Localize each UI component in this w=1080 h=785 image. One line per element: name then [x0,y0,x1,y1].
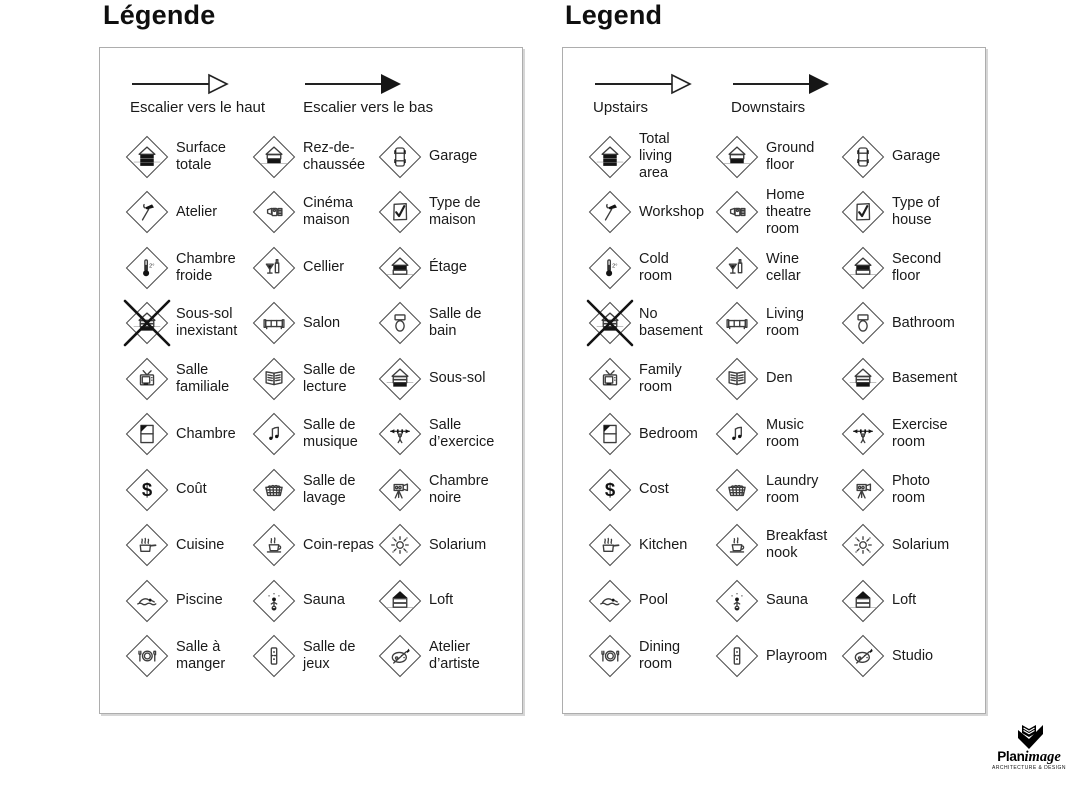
second-floor-icon [387,254,414,281]
cost-icon [134,476,161,503]
sauna-symbol [251,578,297,624]
legend-item-kitchen [587,518,714,574]
bedroom-icon [597,421,624,448]
stair-arrow-down [731,72,831,116]
sauna-symbol [714,578,760,624]
legend-item-label: Sous-sol [429,370,486,387]
playroom-symbol [251,633,297,679]
studio-icon [387,643,414,670]
pool-icon [597,587,624,614]
legend-item-label: Salle de jeux [303,639,356,673]
legend-item-label: Home theatre room [766,186,812,237]
second-floor-symbol [840,245,886,291]
legend-item-label: Garage [892,148,941,165]
laundry-room-symbol [251,467,297,513]
family-room-symbol [587,356,633,402]
legend-item-label: Second floor [892,250,942,284]
legend-item-living-room [714,296,840,352]
legend-item-label: Salle de bain [429,306,482,340]
stair-arrow-down [303,72,433,116]
legend-item-label: Total living area [639,131,673,182]
svg-text:2°: 2° [149,263,155,270]
cost-icon [597,476,624,503]
laundry-room-icon [724,476,751,503]
legend-item-label: Cost [639,481,669,498]
downstairs-arrow-icon [731,72,831,96]
cold-room-icon [597,254,624,281]
legend-item-label: Étage [429,259,467,276]
living-room-symbol [251,300,297,346]
stair-arrow-label: Escalier vers le haut [130,99,266,116]
svg-text:2°: 2° [612,263,618,270]
no-basement-symbol [587,300,633,346]
home-theatre-icon [724,199,751,226]
living-room-symbol [714,300,760,346]
cost-symbol [587,467,633,513]
exercise-room-icon [850,421,877,448]
legend-item-label: Type de maison [429,195,481,229]
total-living-area-icon [134,143,161,170]
den-symbol [251,356,297,402]
breakfast-nook-symbol [251,522,297,568]
legend-item-label: Salle à manger [176,639,226,673]
loft-icon [850,587,877,614]
crossed-out-x-icon [121,297,173,349]
legend-item-bathroom [377,296,527,352]
legend-item-home-theatre [714,185,840,241]
legend-item-laundry-room [714,462,840,518]
photo-room-symbol [840,467,886,513]
ground-floor-icon [724,143,751,170]
playroom-icon [724,643,751,670]
garage-symbol [840,134,886,180]
legend-item-dining-room [587,629,714,685]
legend-item-label: Salle d’exercice [429,417,495,451]
basement-icon [387,365,414,392]
breakfast-nook-icon [724,532,751,559]
ground-floor-symbol [251,134,297,180]
type-of-house-icon [850,199,877,226]
legend-item-label: Salle familiale [176,361,230,395]
home-theatre-symbol [251,189,297,235]
kitchen-symbol [587,522,633,568]
studio-symbol [840,633,886,679]
legend-item-workshop [124,185,251,241]
legend-item-label: Playroom [766,647,828,664]
legend-item-ground-floor [714,129,840,185]
legend-item-cold-room [124,240,251,296]
legend-item-den [251,351,377,407]
home-theatre-symbol [714,189,760,235]
legend-item-label: Solarium [892,536,950,553]
bathroom-icon [850,310,877,337]
legend-item-breakfast-nook [251,518,377,574]
legend-item-total-living-area [587,129,714,185]
wine-cellar-icon [261,254,288,281]
bedroom-symbol [124,411,170,457]
legend-item-sauna [251,573,377,629]
bathroom-icon [387,310,414,337]
pool-symbol [124,578,170,624]
legend-item-type-of-house [377,185,527,241]
basement-symbol [377,356,423,402]
legend-item-label: Surface totale [176,139,226,173]
crossed-out-x-icon [584,297,636,349]
downstairs-arrow-icon [303,72,403,96]
loft-symbol [840,578,886,624]
loft-icon [387,587,414,614]
music-room-symbol [251,411,297,457]
legend-item-exercise-room [377,407,527,463]
legend-item-label: Cold room [639,250,673,284]
legend-item-label: Salle de musique [303,417,358,451]
sauna-icon [261,587,288,614]
legend-panel-french [99,47,523,714]
planimage-logo [983,724,1075,771]
legend-item-type-of-house [840,185,990,241]
legend-item-wine-cellar [251,240,377,296]
legend-item-kitchen [124,518,251,574]
dining-room-icon [134,643,161,670]
legend-item-label: Chambre froide [176,250,236,284]
legend-item-no-basement [587,296,714,352]
legend-item-label: Chambre [176,425,236,442]
solarium-icon [850,532,877,559]
kitchen-icon [597,532,624,559]
legend-item-second-floor [377,240,527,296]
dining-room-symbol [124,633,170,679]
legend-panel-english [562,47,986,714]
total-living-area-symbol [124,134,170,180]
legend-item-label: Workshop [639,203,705,220]
legend-item-photo-room [840,462,990,518]
stair-arrow-up [130,72,265,116]
legend-item-home-theatre [251,185,377,241]
legend-item-label: Basement [892,370,958,387]
workshop-icon [134,199,161,226]
total-living-area-symbol [587,134,633,180]
family-room-icon [597,365,624,392]
ground-floor-icon [261,143,288,170]
logo-image-text: image [1024,749,1061,765]
legend-item-pool [124,573,251,629]
kitchen-icon [134,532,161,559]
legend-item-label: Exercise room [892,417,948,451]
second-floor-icon [850,254,877,281]
legend-item-photo-room [377,462,527,518]
kitchen-symbol [124,522,170,568]
cost-symbol [124,467,170,513]
legend-item-label: Sous-sol inexistant [176,306,238,340]
bathroom-symbol [377,300,423,346]
legend-item-label: Coin-repas [303,536,374,553]
home-theatre-icon [261,199,288,226]
type-of-house-icon [387,199,414,226]
legend-item-label: Piscine [176,592,223,609]
legend-item-studio [377,629,527,685]
dining-room-icon [597,643,624,670]
family-room-icon [134,365,161,392]
legend-item-label: Loft [429,592,454,609]
legend-item-breakfast-nook [714,518,840,574]
stair-arrow-label: Downstairs [731,99,806,116]
legend-item-laundry-room [251,462,377,518]
legend-item-workshop [587,185,714,241]
legend-item-music-room [714,407,840,463]
legend-item-label: Salon [303,314,341,331]
svg-text:$: $ [604,478,616,500]
sauna-icon [724,587,751,614]
solarium-icon [387,532,414,559]
legend-item-garage [377,129,527,185]
type-of-house-symbol [377,189,423,235]
bathroom-symbol [840,300,886,346]
legend-item-label: Solarium [429,536,487,553]
den-symbol [714,356,760,402]
legend-grid [124,129,522,684]
stair-arrow-up [593,72,693,116]
legend-item-bedroom [587,407,714,463]
loft-symbol [377,578,423,624]
legend-item-bathroom [840,296,990,352]
laundry-room-symbol [714,467,760,513]
cold-room-symbol [124,245,170,291]
legend-item-label: Atelier d’artiste [429,639,480,673]
wine-cellar-icon [724,254,751,281]
wine-cellar-symbol [714,245,760,291]
solarium-symbol [377,522,423,568]
legend-item-ground-floor [251,129,377,185]
legend-item-label: Bathroom [892,314,955,331]
legend-item-label: Laundry room [766,472,819,506]
stair-arrow-label: Escalier vers le bas [303,99,434,116]
stair-arrows-row [100,48,522,116]
legend-item-second-floor [840,240,990,296]
legend-item-label: Garage [429,148,478,165]
playroom-icon [261,643,288,670]
legend-item-label: Loft [892,592,917,609]
svg-text:$: $ [141,478,153,500]
bedroom-icon [134,421,161,448]
legend-item-label: Pool [639,592,669,609]
upstairs-arrow-icon [130,72,230,96]
photo-room-symbol [377,467,423,513]
legend-item-sauna [714,573,840,629]
legend-item-playroom [251,629,377,685]
legend-item-studio [840,629,990,685]
legend-item-label: Sauna [766,592,808,609]
garage-icon [387,143,414,170]
legend-item-cost [124,462,251,518]
planimage-wordmark [983,750,1075,764]
music-room-symbol [714,411,760,457]
cold-room-icon [134,254,161,281]
playroom-symbol [714,633,760,679]
logo-plan-text: Plan [997,749,1025,764]
pool-icon [134,587,161,614]
stair-arrow-label: Upstairs [593,99,649,116]
den-icon [724,365,751,392]
legend-item-label: Kitchen [639,536,688,553]
planimage-emblem-icon [1012,724,1046,750]
legend-item-basement [840,351,990,407]
workshop-symbol [124,189,170,235]
legend-item-living-room [251,296,377,352]
legend-item-label: Ground floor [766,139,815,173]
legend-item-label: Sauna [303,592,345,609]
legend-title-french: Légende [103,0,216,30]
legend-item-label: Cellier [303,259,345,276]
logo-tagline: ARCHITECTURE & DESIGN [992,765,1066,771]
legend-item-basement [377,351,527,407]
legend-item-label: Salle de lecture [303,361,356,395]
music-room-icon [261,421,288,448]
photo-room-icon [387,476,414,503]
workshop-symbol [587,189,633,235]
studio-symbol [377,633,423,679]
living-room-icon [261,310,288,337]
total-living-area-icon [597,143,624,170]
exercise-room-icon [387,421,414,448]
legend-item-label: Breakfast nook [766,528,828,562]
exercise-room-symbol [840,411,886,457]
legend-item-family-room [124,351,251,407]
legend-item-dining-room [124,629,251,685]
legend-item-solarium [840,518,990,574]
legend-item-family-room [587,351,714,407]
cold-room-symbol [587,245,633,291]
legend-item-label: Bedroom [639,425,698,442]
legend-item-loft [377,573,527,629]
legend-item-label: Photo room [892,472,930,506]
type-of-house-symbol [840,189,886,235]
legend-item-solarium [377,518,527,574]
legend-item-label: Den [766,370,793,387]
stair-arrows-row [563,48,985,116]
legend-item-label: Type of house [892,195,940,229]
legend-item-total-living-area [124,129,251,185]
dining-room-symbol [587,633,633,679]
solarium-symbol [840,522,886,568]
legend-item-label: Cuisine [176,536,225,553]
photo-room-icon [850,476,877,503]
family-room-symbol [124,356,170,402]
legend-item-cost [587,462,714,518]
legend-item-loft [840,573,990,629]
exercise-room-symbol [377,411,423,457]
legend-item-cold-room [587,240,714,296]
legend-item-music-room [251,407,377,463]
legend-item-label: Studio [892,647,934,664]
studio-icon [850,643,877,670]
legend-item-den [714,351,840,407]
legend-grid [587,129,985,684]
legend-item-garage [840,129,990,185]
legend-item-pool [587,573,714,629]
legend-item-label: Music room [766,417,804,451]
legend-item-label: No basement [639,306,703,340]
legend-item-exercise-room [840,407,990,463]
workshop-icon [597,199,624,226]
no-basement-symbol [124,300,170,346]
second-floor-symbol [377,245,423,291]
legend-item-wine-cellar [714,240,840,296]
pool-symbol [587,578,633,624]
music-room-icon [724,421,751,448]
legend-item-label: Family room [639,361,682,395]
wine-cellar-symbol [251,245,297,291]
breakfast-nook-symbol [714,522,760,568]
basement-icon [850,365,877,392]
den-icon [261,365,288,392]
legend-title-english: Legend [565,0,663,30]
legend-item-label: Dining room [639,639,681,673]
legend-item-label: Rez-de-chaussée [303,139,366,173]
legend-item-label: Cinéma maison [303,195,353,229]
garage-icon [850,143,877,170]
living-room-icon [724,310,751,337]
legend-item-no-basement [124,296,251,352]
legend-item-bedroom [124,407,251,463]
legend-item-label: Salle de lavage [303,472,356,506]
laundry-room-icon [261,476,288,503]
legend-item-label: Coût [176,481,207,498]
basement-symbol [840,356,886,402]
legend-item-label: Chambre noire [429,472,489,506]
bedroom-symbol [587,411,633,457]
upstairs-arrow-icon [593,72,693,96]
ground-floor-symbol [714,134,760,180]
legend-item-label: Wine cellar [766,250,801,284]
legend-item-playroom [714,629,840,685]
legend-item-label: Atelier [176,203,218,220]
garage-symbol [377,134,423,180]
breakfast-nook-icon [261,532,288,559]
legend-item-label: Living room [766,306,804,340]
